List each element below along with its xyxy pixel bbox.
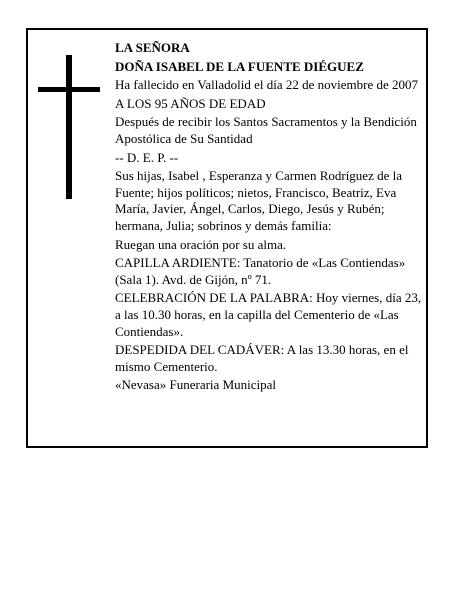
funeral-home: «Nevasa» Funeraria Municipal <box>115 377 277 393</box>
chapel-info: CAPILLA ARDIENTE: Tanatorio de «Las Contiendas» (Sala 1). Avd. de Gijón, nº 71. <box>115 255 406 287</box>
notice-title: LA SEÑORA <box>115 40 190 55</box>
obituary-notice <box>26 28 428 448</box>
age-statement: A LOS 95 AÑOS DE EDAD <box>115 95 266 111</box>
cross-vertical-bar <box>66 55 72 199</box>
rip-line: -- D. E. P. -- <box>115 149 179 165</box>
cross-horizontal-bar <box>38 87 100 92</box>
death-statement: Ha fallecido en Valladolid el día 22 de noviembre de 2007 <box>115 77 418 93</box>
family-list: Sus hijas, Isabel , Esperanza y Carmen Rodríguez de la Fuente; hijos políticos; nietos, Francisco, Beatriz, Eva María, Javier, Ángel, Carlos, Diego, Jesús y Rubén; hermana, Julia; sobrinos y demás familia: <box>115 168 402 233</box>
prayer-request: Ruegan una oración por su alma. <box>115 236 287 252</box>
farewell-info: DESPEDIDA DEL CADÁVER: A las 13.30 horas, en el mismo Cementerio. <box>115 342 409 374</box>
celebration-info: CELEBRACIÓN DE LA PALABRA: Hoy viernes, día 23, a las 10.30 horas, en la capilla del Cementerio de «Las Contiendas». <box>115 290 422 339</box>
deceased-name: DOÑA ISABEL DE LA FUENTE DIÉGUEZ <box>115 58 364 74</box>
cross-icon <box>38 55 100 199</box>
obituary-text <box>115 40 427 394</box>
sacraments-statement: Después de recibir los Santos Sacramentos y la Bendición Apostólica de Su Santidad <box>115 114 417 146</box>
